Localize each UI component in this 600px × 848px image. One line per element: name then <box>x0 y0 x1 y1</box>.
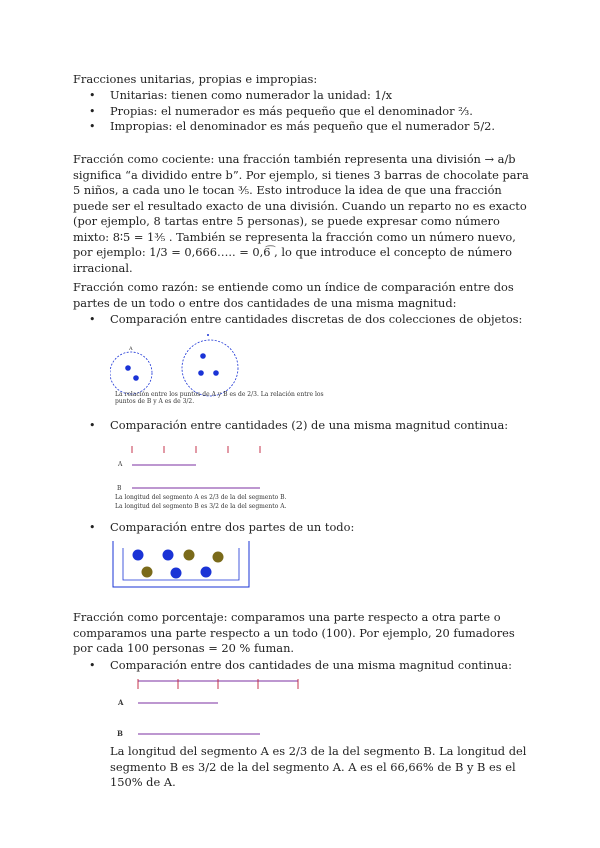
section3-list-2 <box>73 418 543 434</box>
section3-paragraph: Fracción como razón: se entiende como un índice de comparación entre dos partes de un todo o entre dos cantidades de una misma magnitud: <box>73 280 514 310</box>
list-item: • Comparación entre cantidades (2) de una misma magnitud continua: <box>73 418 543 434</box>
list-item: • Comparación entre dos partes de un todo: <box>73 520 543 536</box>
ball-olive <box>142 567 153 578</box>
section3-list-1 <box>73 312 543 328</box>
collection-a-circle <box>110 352 152 394</box>
segment-a-label: A <box>118 698 124 707</box>
section3-list-3 <box>73 520 543 536</box>
segment-b-label: B <box>117 485 122 492</box>
percentage-segments-figure <box>110 676 310 740</box>
segment-b-label: B <box>117 729 123 738</box>
point <box>198 370 204 376</box>
list-item: • Impropias: el denominador es más pequeño que el numerador 5/2. <box>73 119 543 135</box>
point <box>133 375 139 381</box>
ball-blue <box>133 550 144 561</box>
section1-heading: Fracciones unitarias, propias e impropias: <box>73 72 318 86</box>
figure2-caption-line2: La longitud del segmento B es 3/2 de la del segmento A. <box>115 503 287 510</box>
collection-b-circle <box>182 340 238 396</box>
point <box>207 334 209 336</box>
point <box>200 353 206 359</box>
section4-figure-caption: La longitud del segmento A es 2/3 de la del segmento B. La longitud del segmento B es 3/2 de la del segmento A. A es el 66,66% de B y B es el 150% de A. <box>110 744 527 789</box>
point <box>213 370 219 376</box>
section4-list <box>73 658 543 674</box>
list-item: • Comparación entre cantidades discretas de dos colecciones de objetos: <box>73 312 543 328</box>
collection-a-label: A <box>129 346 133 352</box>
figure1-caption: La relación entre los puntos de A y B es de 2/3. La relación entre los puntos de B y A es de 3/2. <box>115 391 324 405</box>
point <box>125 365 131 371</box>
ball-blue <box>163 550 174 561</box>
ball-blue <box>171 568 182 579</box>
parts-of-whole-figure <box>112 539 250 589</box>
ball-olive <box>184 550 195 561</box>
list-item: • Unitarias: tienen como numerador la unidad: 1/x <box>73 88 543 104</box>
figure2-caption-line1: La longitud del segmento A es 2/3 de la del segmento B. <box>115 494 287 501</box>
ball-olive <box>213 552 224 563</box>
section4-paragraph: Fracción como porcentaje: comparamos una parte respecto a otra parte o comparamos una parte respecto a un todo (100). Por ejemplo, 20 fumadores por cada 100 personas = 20 % fuman. <box>73 610 515 655</box>
section2-paragraph: Fracción como cociente: una fracción también representa una división → a/b significa “a dividido entre b”. Por ejemplo, si tienes 3 barras de chocolate para 5 niños, a cada uno le tocan ⅗. Esto introduce la idea de que una fracción puede ser el resultado exacto de una división. Cuando un reparto no es exacto (por ejemplo, 8 tartas entre 5 personas), se puede expresar como número mixto: 8∶5 = 1⅗ . También se representa la fracción como un número nuevo, por ejemplo: 1/3 = 0,666….. = 0,6͡ , lo que introduce el concepto de número irracional. <box>73 152 529 275</box>
segments-figure <box>110 440 280 492</box>
list-item: • Comparación entre dos cantidades de una misma magnitud continua: <box>73 658 543 674</box>
ball-blue <box>201 567 212 578</box>
segment-a-label: A <box>118 461 123 468</box>
discrete-collections-figure <box>110 330 250 398</box>
list-item: • Propias: el numerador es más pequeño que el denominador ⅔. <box>73 104 543 120</box>
section1-list <box>73 88 543 135</box>
